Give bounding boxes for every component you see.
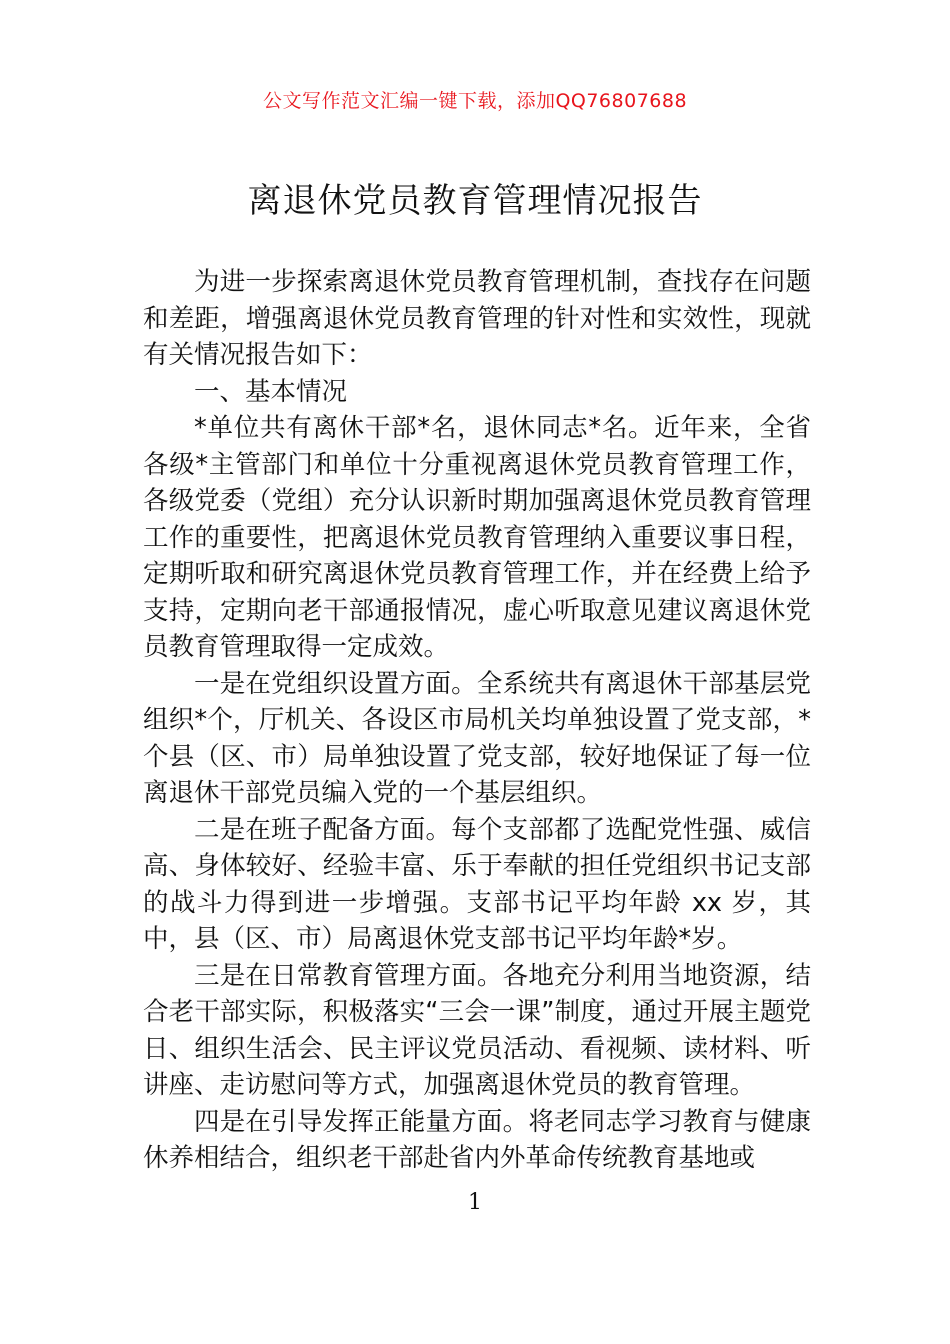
body-paragraph: *单位共有离休干部*名，退休同志*名。近年来，全省各级*主管部门和单位十分重视离退休党员教育管理工作，各级党委（党组）充分认识新时期加强离退休党员教育管理工作的重要性，把离退休党员教育管理纳入重要议事日程，定期听取和研究离退休党员教育管理工作，并在经费上给予支持，定期向老干部通报情况，虚心听取意见建议离退休党员教育管理取得一定成效。 <box>143 413 811 662</box>
body-paragraph: 三是在日常教育管理方面。各地充分利用当地资源，结合老干部实际，积极落实“三会一课”制度，通过开展主题党日、组织生活会、民主评议党员活动、看视频、读材料、听讲座、走访慰问等方式，加强离退休党员的教育管理。 <box>143 960 811 1100</box>
intro-paragraph: 为进一步探索离退休党员教育管理机制，查找存在问题和差距，增强离退休党员教育管理的针对性和实效性，现就有关情况报告如下： <box>143 267 811 370</box>
document-body <box>143 264 811 1177</box>
body-paragraph: 四是在引导发挥正能量方面。将老同志学习教育与健康休养相结合，组织老干部赴省内外革命传统教育基地或 <box>143 1106 811 1173</box>
section-heading-basic-situation: 一、基本情况 <box>194 376 348 407</box>
download-notice: 公文写作范文汇编一键下载，添加QQ76807688 <box>262 90 688 112</box>
body-paragraph: 一是在党组织设置方面。全系统共有离退休干部基层党组织*个，厅机关、各设区市局机关均单独设置了党支部，*个县（区、市）局单独设置了党支部，较好地保证了每一位离退休干部党员编入党的一个基层组织。 <box>143 668 811 808</box>
body-paragraph: 二是在班子配备方面。每个支部都了选配党性强、威信高、身体较好、经验丰富、乐于奉献的担任党组织书记支部的战斗力得到进一步增强。支部书记平均年龄 xx 岁，其中，县（区、市）局离退休党支部书记平均年龄*岁。 <box>143 814 811 954</box>
page-number: 1 <box>468 1190 482 1215</box>
document-title: 离退休党员教育管理情况报告 <box>247 181 703 221</box>
